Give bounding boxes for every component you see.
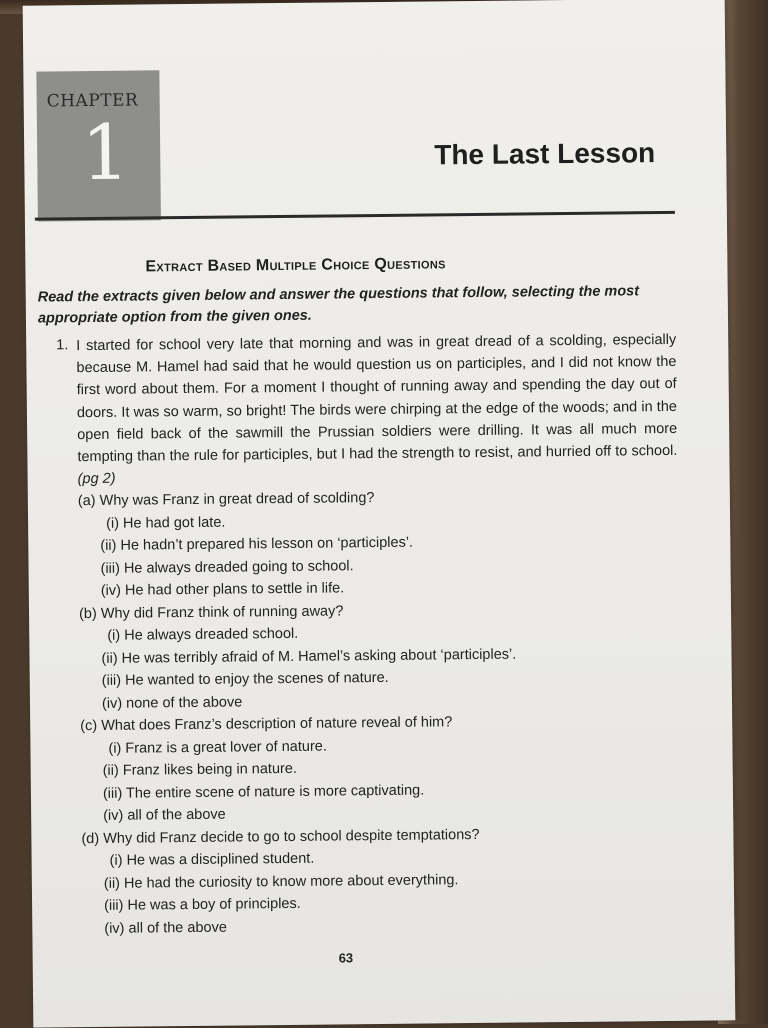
- option-d-iii: (iii) He was a boy of principles.: [104, 896, 301, 915]
- option-a-ii: (ii) He hadn’t prepared his lesson on ‘participles’.: [100, 535, 414, 555]
- option-d-ii: (ii) He had the curiosity to know more about everything.: [103, 872, 459, 892]
- instruction-text: Read the extracts given below and answer the questions that follow, selecting the most appropriate option from the given ones.: [37, 283, 640, 327]
- question-block: [56, 329, 682, 941]
- subquestion-c: (c) What does Franz’s description of nature reveal of him?: [80, 714, 453, 735]
- chapter-label: CHAPTER: [46, 90, 139, 112]
- book-page: [23, 0, 736, 1028]
- option-c-ii: (ii) Franz likes being in nature.: [102, 761, 297, 780]
- question-number: 1.: [56, 337, 69, 354]
- option-b-iv: (iv) none of the above: [101, 694, 243, 712]
- option-a-iii: (iii) He always dreaded going to school.: [100, 558, 354, 577]
- subquestion-a: (a) Why was Franz in great dread of scolding?: [77, 490, 375, 510]
- chapter-number: 1: [80, 107, 131, 198]
- chapter-title: The Last Lesson: [434, 137, 656, 171]
- passage-text: I started for school very late that morning and was in great dread of a scolding, especially because M. Hamel had said that he would question us on participles, and I did not know the first word about them. For a moment I thought of running away and spending the day out of doors. It was so warm, so bright! The birds were chirping at the edge of the woods; and in the open field back of the sawmill the Prussian soldiers were drilling. It was all much more tempting than the rule for participles, but I had the strength to resist, and hurried off to school.: [76, 331, 678, 466]
- option-b-i: (i) He always dreaded school.: [107, 626, 299, 645]
- option-a-iv: (iv) He had other plans to settle in life.: [100, 580, 345, 600]
- option-a-i: (i) He had got late.: [106, 514, 226, 532]
- option-c-iv: (iv) all of the above: [103, 807, 226, 825]
- section-heading: Extract Based Multiple Choice Questions: [145, 255, 446, 276]
- page-number: 63: [338, 950, 354, 966]
- option-d-i: (i) He was a disciplined student.: [109, 851, 315, 870]
- subquestion-d: (d) Why did Franz decide to go to school despite temptations?: [81, 826, 480, 848]
- option-c-i: (i) Franz is a great lover of nature.: [108, 738, 327, 757]
- option-b-iii: (iii) He wanted to enjoy the scenes of nature.: [101, 670, 389, 690]
- option-d-iv: (iv) all of the above: [104, 919, 227, 937]
- page-reference: (pg 2): [77, 470, 116, 488]
- option-c-iii: (iii) The entire scene of nature is more captivating.: [102, 782, 425, 802]
- chapter-badge: [36, 70, 161, 221]
- option-b-ii: (ii) He was terribly afraid of M. Hamel’s asking about ‘participles’.: [101, 646, 517, 667]
- subquestion-b: (b) Why did Franz think of running away?: [78, 603, 344, 623]
- extract-passage: [76, 329, 678, 491]
